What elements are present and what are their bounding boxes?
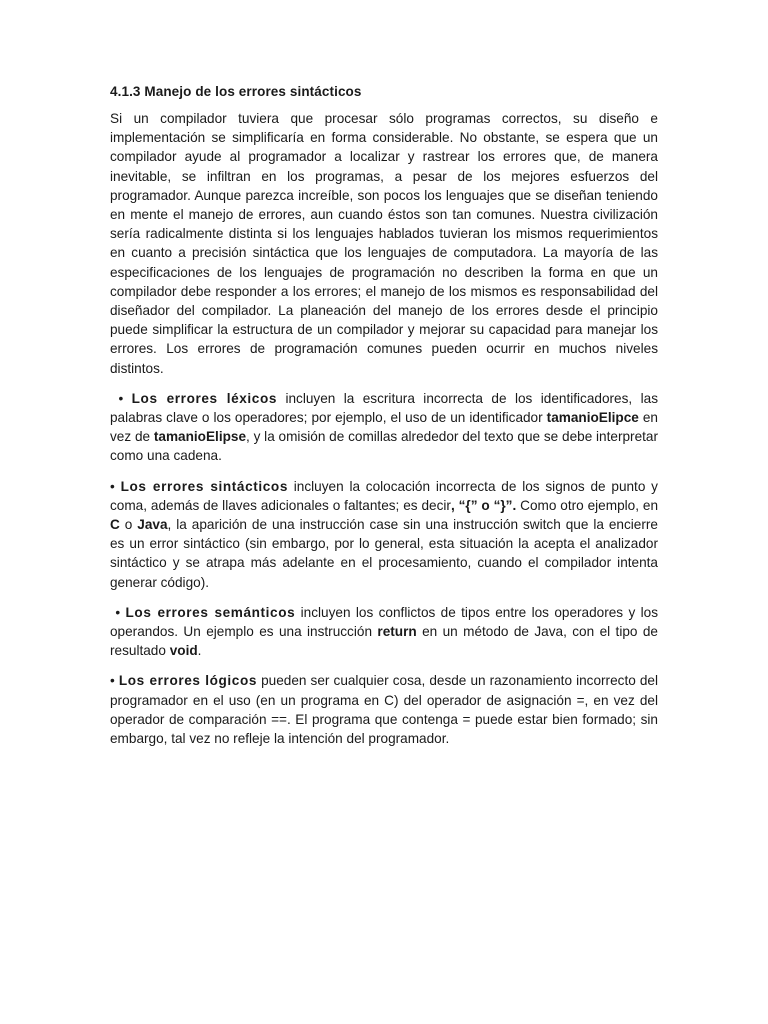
logical-errors-paragraph: [110, 671, 658, 748]
language-keyword: C: [110, 517, 120, 533]
paragraph-text: en un método de Java, con el tipo de resultado: [110, 624, 658, 659]
braces-keyword: , “{” o “}”.: [450, 497, 517, 513]
paragraph-text: , la aparición de una instrucción case sin una instrucción switch que la encierre es un error sintáctico (sin embargo, por lo general, esta situación la acepta el analizador sintáctico y se atrapa más adelante en el procesamiento, cuando el compilador intenta generar código).: [110, 517, 658, 590]
paragraph-text: .: [197, 643, 202, 659]
paragraph-text: incluyen los conflictos de tipos entre los operadores y los operandos. Un ejemplo es una instrucción: [110, 604, 659, 640]
section-heading: 4.1.3 Manejo de los errores sintácticos: [110, 84, 362, 99]
bullet: •: [115, 604, 121, 620]
syntactic-errors-term: Los errores sintácticos: [120, 478, 288, 494]
paragraph-text: Como otro ejemplo, en: [516, 497, 658, 513]
bullet: •: [110, 673, 115, 689]
paragraph-text: , y la omisión de comillas alrededor del texto que se debe interpretar como una cadena.: [110, 429, 658, 464]
lexical-errors-paragraph: [110, 389, 658, 466]
intro-paragraph: Si un compilador tuviera que procesar sólo programas correctos, su diseño e implementación se simplificaría en forma considerable. No obstante, se espera que un compilador ayude al programador a localizar y rastrear los errores que, de manera inevitable, se infiltran en los programas, a pesar de los mejores esfuerzos del programador. Aunque parezca increíble, son pocos los lenguajes que se diseñan teniendo en mente el manejo de errores, aun cuando éstos son tan comunes. Nuestra civilización sería radicalmente distinta si los lenguajes hablados tuvieran los mismos requerimientos en cuanto a precisión sintáctica que los lenguajes de computadora. La mayoría de las especificaciones de los lenguajes de programación no describen la forma en que un compilador debe responder a los errores; el manejo de los mismos es responsabilidad del diseñador del compilador. La planeación del manejo de los errores desde el principio puede simplificar la estructura de un compilador y mejorar su capacidad para manejar los errores. Los errores de programación comunes pueden ocurrir en muchos niveles distintos.: [110, 111, 658, 376]
paragraph-text: incluyen la escritura incorrecta de los identificadores, las palabras clave o los operadores; por ejemplo, el uso de un identificador: [110, 390, 659, 426]
language-keyword: Java: [137, 517, 168, 533]
lexical-errors-term: Los errores léxicos: [131, 390, 278, 406]
identifier-keyword: tamanioElipse: [153, 429, 247, 445]
paragraph-text: en vez de: [110, 410, 658, 445]
syntactic-errors-paragraph: [110, 477, 658, 592]
bullet: •: [110, 478, 115, 494]
paragraph-text: incluyen la colocación incorrecta de los signos de punto y coma, además de llaves adicionales o faltantes; es decir: [110, 478, 658, 513]
document-page: [110, 84, 658, 759]
void-keyword: void: [169, 643, 198, 659]
identifier-keyword: tamanioElipce: [546, 410, 639, 426]
return-keyword: return: [377, 624, 417, 640]
paragraph-text: pueden ser cualquier cosa, desde un razonamiento incorrecto del programador en el uso (en un programa en C) del operador de asignación =, en vez del operador de comparación ==. El programa que contenga = puede estar bien formado; sin embargo, tal vez no refleje la intención del programador.: [110, 673, 659, 747]
logical-errors-term: Los errores lógicos: [118, 673, 258, 689]
semantic-errors-term: Los errores semánticos: [125, 604, 296, 620]
bullet: •: [118, 390, 124, 406]
paragraph-text: o: [119, 517, 138, 533]
semantic-errors-paragraph: [110, 603, 658, 661]
